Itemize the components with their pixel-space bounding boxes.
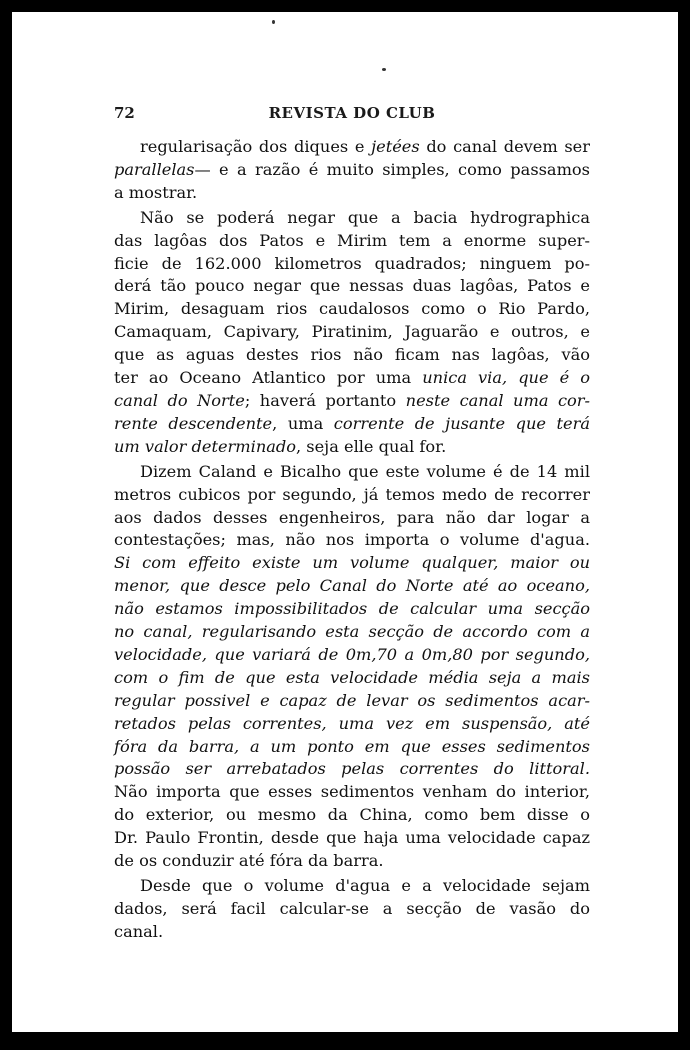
text-line [114,875,590,898]
italic-run: parallelas [114,159,195,179]
text-line [114,758,590,781]
text-line [114,621,590,644]
italic-run: velocidade, que variará de 0m,70 a 0m,80 por segundo, [114,644,590,664]
text-run: metros cubicos por segundo, já temos medo de recorrer [114,484,590,504]
text-run: dados, será facil calcular-se a secção de vasão do [114,898,590,918]
text-line [114,390,590,413]
text-line [114,436,590,459]
book-page [12,12,678,1032]
text-line [114,413,590,436]
italic-run: rente descendente [114,413,273,433]
text-line [114,921,590,944]
text-run: derá tão pouco negar que nessas duas lagôas, Patos e [114,276,590,296]
text-line [114,159,590,182]
text-line [114,667,590,690]
page-header [114,104,590,126]
text-run: Desde que o volume d'agua e a velocidade sejam [140,876,590,895]
text-run: das lagôas dos Patos e Mirim tem a enorme super- [114,230,590,250]
text-line [114,484,590,507]
paragraph [114,136,590,205]
text-run: de os conduzir até fóra da barra. [114,851,384,871]
text-run: , uma [272,413,334,433]
text-line [114,230,590,253]
italic-run: jetées [371,137,420,156]
text-run: , seja elle qual for. [296,436,447,456]
text-line [114,275,590,298]
italic-run: um valor determinado [114,436,296,456]
italic-run: canal do Norte [114,390,245,410]
text-run: — e a razão é muito simples, como passamos [194,159,590,179]
italic-run: com o fim de que esta velocidade média seja a mais [114,667,590,687]
text-line [114,207,590,230]
body-text [114,136,590,946]
page-number: 72 [114,104,135,122]
text-line [114,827,590,850]
paragraph [114,207,590,459]
text-line [114,529,590,552]
italic-run: fóra da barra, a um ponto em que esses sedimentos [114,736,590,756]
italic-run: no canal, regularisando esta secção de accordo com a [114,622,590,642]
paragraph [114,875,590,944]
text-run: Dizem Caland e Bicalho que este volume é de 14 mil [140,461,590,481]
text-line [114,321,590,344]
text-line [114,804,590,827]
italic-run: corrente de jusante que terá [333,413,590,433]
text-line [114,182,590,205]
running-title: REVISTA DO CLUB [268,104,436,122]
text-line [114,781,590,804]
text-line [114,552,590,575]
text-run: regularisação dos diques e [140,137,372,156]
text-run: ; haverá portanto [244,390,406,410]
text-run: canal. [114,921,164,941]
text-line [114,736,590,759]
text-run: Mirim, desaguam rios caudalosos como o Rio Pardo, [114,299,590,319]
text-run: Não importa que esses sedimentos venham do interior, [114,782,590,802]
text-run: aos dados desses engenheiros, para não dar logar a [114,507,590,527]
text-run: que as aguas destes rios não ficam nas lagôas, vão [114,345,590,365]
text-line [114,713,590,736]
text-line [114,136,590,159]
print-speck [272,20,275,24]
text-line [114,344,590,367]
text-line [114,461,590,484]
text-run: do canal devem ser [419,137,590,156]
italic-run: regular possivel e capaz de levar os sedimentos acar- [114,690,590,710]
print-speck [382,68,386,71]
text-line [114,644,590,667]
text-line [114,298,590,321]
text-run: do exterior, ou mesmo da China, como bem disse o [114,805,590,825]
text-run: ter ao Oceano Atlantico por uma [114,368,423,388]
italic-run: possão ser arrebatados pelas correntes do littoral. [114,759,590,779]
text-line [114,690,590,713]
italic-run: menor, que desce pelo Canal do Norte até ao oceano, [114,576,590,596]
text-run: Dr. Paulo Frontin, desde que haja uma velocidade capaz [114,828,590,848]
text-line [114,507,590,530]
text-line [114,898,590,921]
text-line [114,598,590,621]
text-run: ficie de 162.000 kilometros quadrados; ninguem po- [114,253,590,273]
text-line [114,575,590,598]
italic-run: não estamos impossibilitados de calcular uma secção [114,599,590,619]
text-run: Não se poderá negar que a bacia hydrographica [140,207,590,227]
italic-run: neste canal uma cor- [405,390,590,410]
text-run: a mostrar. [114,182,198,202]
text-line [114,850,590,873]
text-line [114,367,590,390]
text-line [114,253,590,276]
text-run: contestações; mas, não nos importa o volume d'agua. [114,530,590,550]
italic-run: Si com effeito existe um volume qualquer, maior ou [114,553,590,573]
text-run: Camaquam, Capivary, Piratinim, Jaguarão e outros, e [114,322,590,342]
italic-run: unica via, que é o [422,368,590,388]
italic-run: retados pelas correntes, uma vez em suspensão, até [114,713,590,733]
paragraph [114,461,590,873]
